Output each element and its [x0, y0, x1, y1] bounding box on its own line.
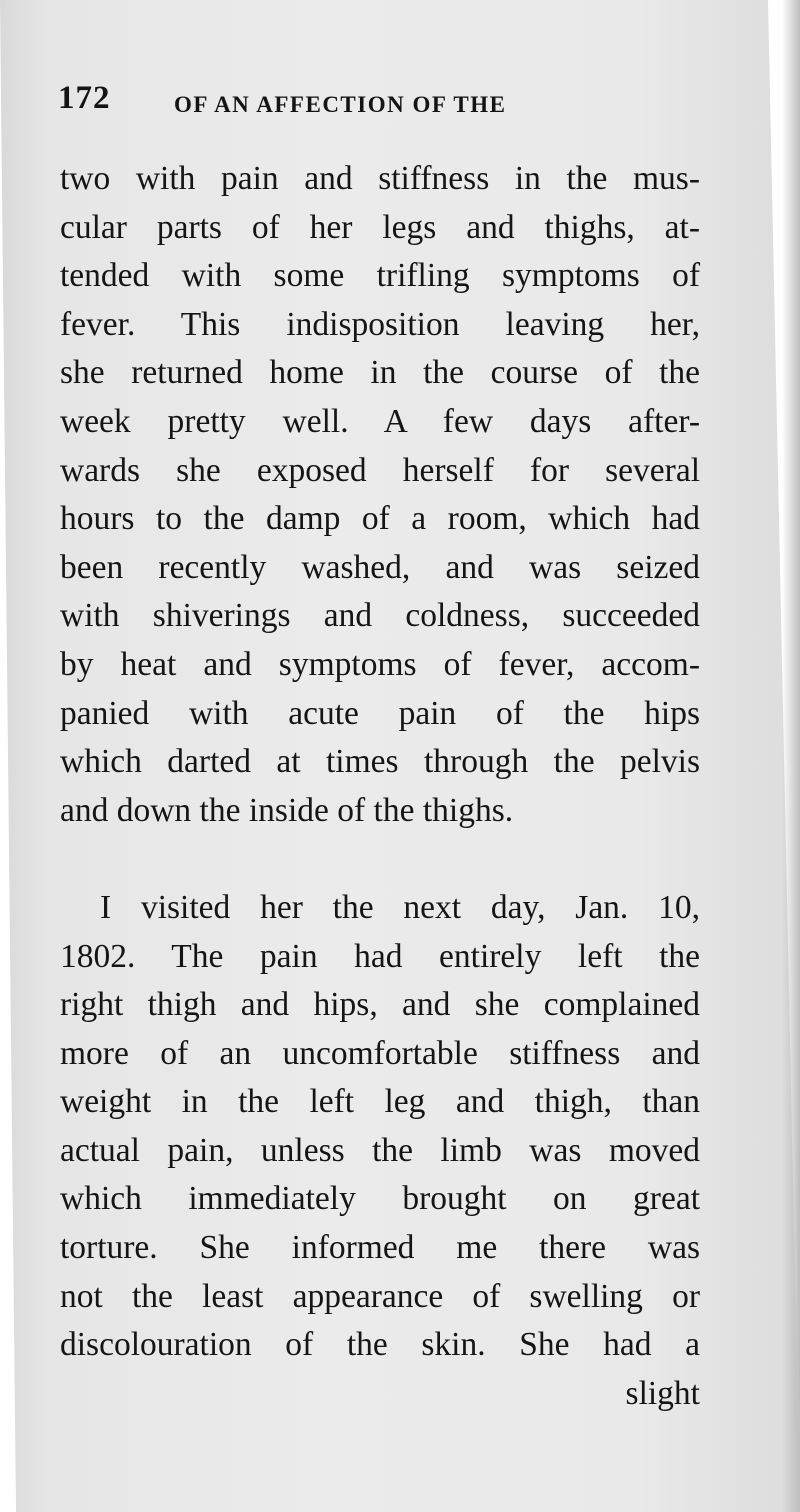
text-line: panied with acute pain of the hips [60, 694, 700, 732]
text-line: fever. This indisposition leaving her, [60, 305, 700, 343]
catchword: slight [625, 1374, 700, 1412]
text-line: and down the inside of the thighs. [60, 791, 514, 829]
text-line: tended with some trifling symptoms of [60, 257, 700, 295]
text-line: been recently washed, and was seized [60, 548, 700, 586]
text-line: which darted at times through the pelvis [60, 743, 700, 781]
text-line: not the least appearance of swelling or [60, 1277, 700, 1315]
paragraph-gap [60, 835, 700, 884]
text-line: wards she exposed herself for several [60, 451, 700, 489]
text-line: more of an uncomfortable stiffness and [60, 1034, 700, 1072]
paragraph-1 [60, 155, 700, 835]
text-line: which immediately brought on great [60, 1180, 700, 1218]
text-line: actual pain, unless the limb was moved [60, 1131, 700, 1169]
text-line: right thigh and hips, and she complained [60, 986, 700, 1024]
text-line: hours to the damp of a room, which had [60, 500, 700, 538]
text-line: 1802. The pain had entirely left the [60, 937, 700, 975]
text-line: discolouration of the skin. She had a [60, 1326, 700, 1364]
text-line: two with pain and stiffness in the mus- [60, 160, 700, 197]
page-number: 172 [58, 80, 111, 116]
text-line: torture. She informed me there was [60, 1229, 700, 1267]
text-line: week pretty well. A few days after- [60, 402, 700, 440]
text-line: I visited her the next day, Jan. 10, [100, 888, 700, 926]
paragraph-2 [60, 884, 700, 1370]
text-line: cular parts of her legs and thighs, at- [60, 208, 700, 246]
text-line: by heat and symptoms of fever, accom- [60, 645, 700, 683]
page-header [58, 80, 698, 130]
text-line: with shiverings and coldness, succeeded [60, 597, 700, 635]
body-text [60, 155, 700, 1418]
running-head: OF AN AFFECTION OF THE [174, 92, 507, 117]
page-edge-shadow [782, 0, 800, 1512]
text-line: she returned home in the course of the [60, 354, 700, 392]
text-line: weight in the left leg and thigh, than [60, 1083, 700, 1121]
